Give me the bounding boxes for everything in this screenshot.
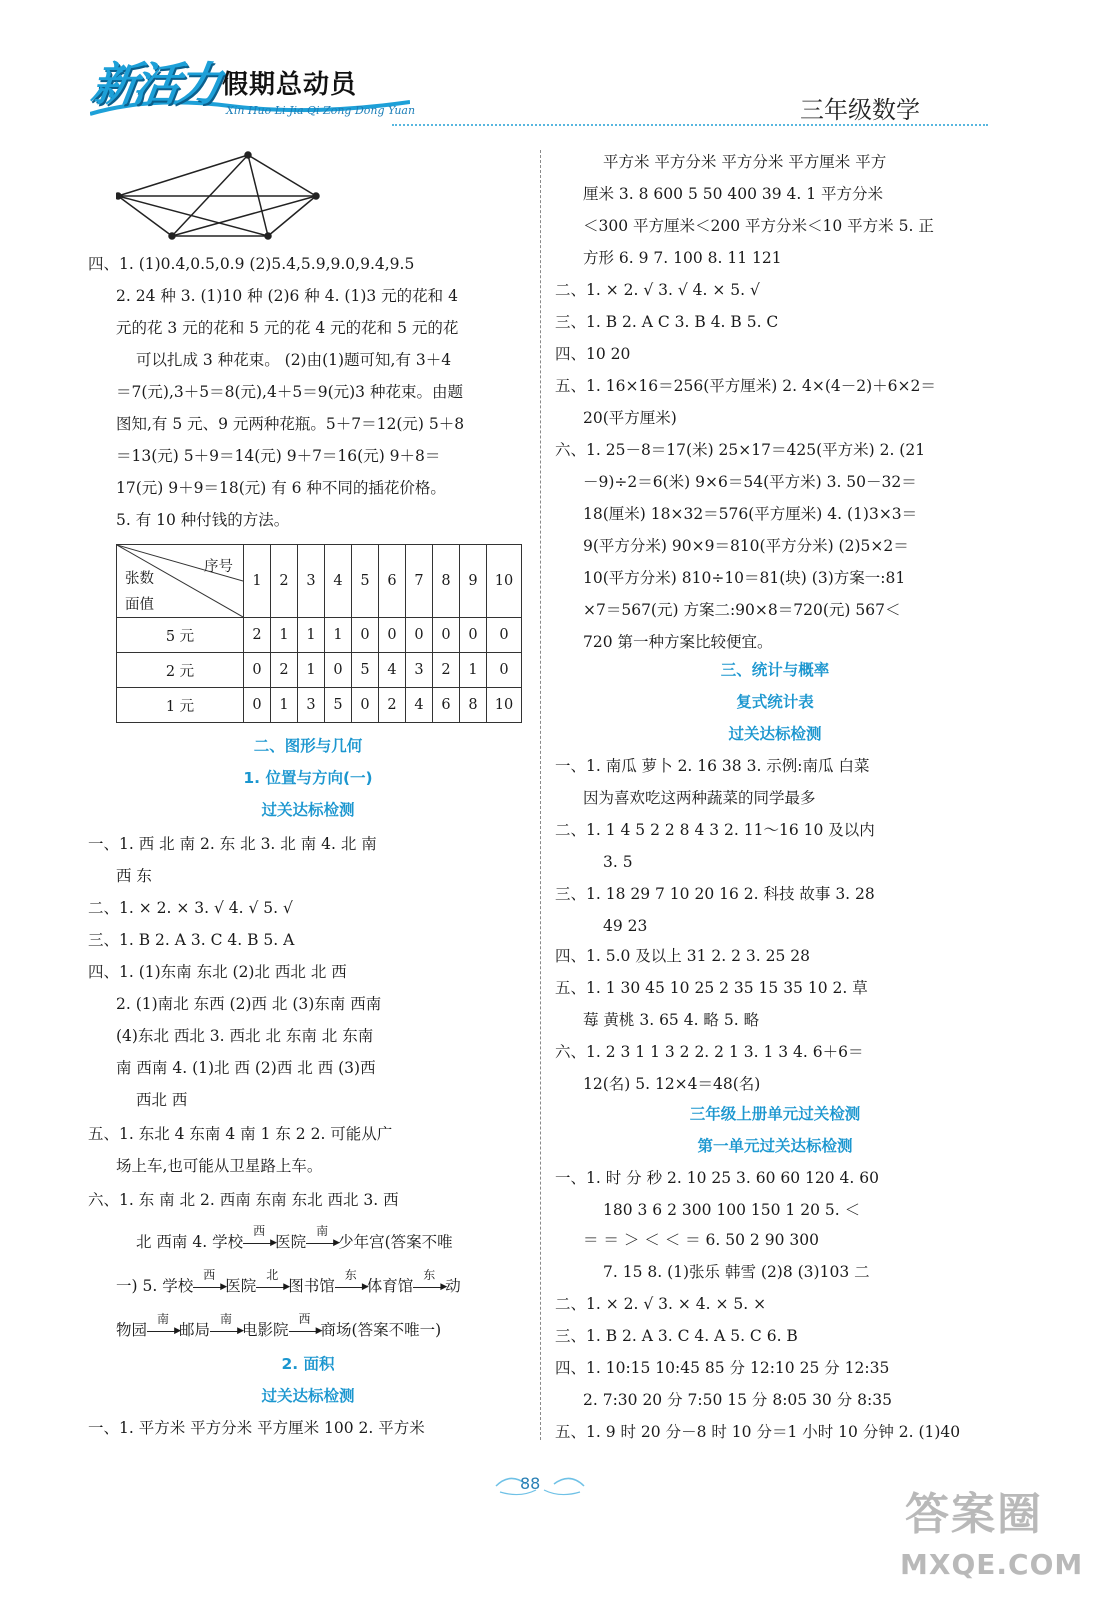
answer-line: 平方米 平方分米 平方分米 平方厘米 平方 xyxy=(603,153,887,171)
answer-line: 三、1. B 2. A 3. C 4. A 5. C 6. B xyxy=(555,1327,798,1345)
answer-line: 720 第一种方案比较便宜。 xyxy=(583,633,773,651)
route-line xyxy=(136,1224,453,1253)
answer-line: 五、1. 1 30 45 10 25 2 35 15 35 10 2. 草 xyxy=(555,979,868,997)
answer-line: 元的花 3 元的花和 5 元的花 4 元的花和 5 元的花 xyxy=(116,319,459,337)
table-cell: 1 xyxy=(298,618,325,653)
subsection-heading: 过关达标检测 xyxy=(261,801,355,819)
brand-title: 假期总动员 xyxy=(222,70,358,100)
route-text: 北 西南 4. 学校 xyxy=(136,1233,244,1251)
arrow-label: 西 xyxy=(298,1312,311,1326)
column-header: 2 xyxy=(271,545,298,618)
answer-line: 2. 7:30 20 分 7:50 15 分 8:05 30 分 8:35 xyxy=(583,1391,892,1409)
answer-line: 2. (1)南北 东西 (2)西 北 (3)东南 西南 xyxy=(116,995,382,1013)
brand-pinyin: Xin Huo Li Jia Qi Zong Dong Yuan xyxy=(226,104,416,117)
arrow-label: 南 xyxy=(220,1312,233,1326)
table-cell: 3 xyxy=(298,688,325,723)
answer-line: 一、1. 西 北 南 2. 东 北 3. 北 南 4. 北 南 xyxy=(88,835,377,853)
direction-arrow: 西 ▶ xyxy=(193,1277,225,1297)
answer-line: 厘米 3. 8 600 5 50 400 39 4. 1 平方分米 xyxy=(583,185,884,203)
route-line xyxy=(116,1268,461,1297)
answer-line: ＜300 平方厘米＜200 平方分米＜10 平方米 5. 正 xyxy=(583,217,934,235)
answer-line: －9)÷2＝6(米) 9×6＝54(平方米) 3. 50－32＝ xyxy=(583,473,917,491)
route-text: 少年宫(答案不唯 xyxy=(338,1233,453,1251)
answer-line: 20(平方厘米) xyxy=(583,409,677,427)
subsection-heading: 过关达标检测 xyxy=(261,1387,355,1405)
table-cell: 3 xyxy=(406,653,433,688)
answer-line: ＝7(元),3＋5＝8(元),4＋5＝9(元)3 种花束。由题 xyxy=(116,383,463,401)
answer-line: 18(厘米) 18×32＝576(平方厘米) 4. (1)3×3＝ xyxy=(583,505,918,523)
arrow-label: 南 xyxy=(157,1312,170,1326)
table-cell: 5 xyxy=(325,688,352,723)
star-diagram xyxy=(116,150,356,242)
column-header: 9 xyxy=(460,545,487,618)
corner-label-denomination: 面值 xyxy=(125,597,154,613)
table-cell: 0 xyxy=(460,618,487,653)
answer-line: 六、1. 东 南 北 2. 西南 东南 东北 西北 3. 西 xyxy=(88,1191,399,1209)
table-cell: 0 xyxy=(433,618,460,653)
table-cell: 0 xyxy=(487,618,522,653)
direction-arrow: 西 ▶ xyxy=(243,1233,275,1253)
table-header-row xyxy=(117,545,522,618)
answer-line: 六、1. 2 3 1 1 3 2 2. 2 1 3. 1 3 4. 6＋6＝ xyxy=(555,1043,864,1061)
route-text: 邮局 xyxy=(179,1321,211,1339)
grade-subject: 三年级数学 xyxy=(800,96,920,124)
watermark-logo: 答案圈 xyxy=(905,1489,1043,1540)
table-cell: 0 xyxy=(379,618,406,653)
table-cell: 10 xyxy=(487,688,522,723)
answer-line: 10(平方分米) 810÷10＝81(块) (3)方案一:81 xyxy=(583,569,906,587)
answer-line: 5. 有 10 种付钱的方法。 xyxy=(116,511,290,529)
column-header: 4 xyxy=(325,545,352,618)
answer-line: 2. 24 种 3. (1)10 种 (2)6 种 4. (1)3 元的花和 4 xyxy=(116,287,458,305)
route-text: 动 xyxy=(445,1277,461,1295)
answer-line: 一、1. 时 分 秒 2. 10 25 3. 60 60 120 4. 60 xyxy=(555,1169,879,1187)
table-cell: 0 xyxy=(352,688,379,723)
page-number: 88 xyxy=(520,1474,541,1493)
table-row xyxy=(117,618,522,653)
subsection-heading: 第一单元过关达标检测 xyxy=(697,1137,853,1155)
arrow-label: 西 xyxy=(253,1224,266,1238)
answer-line: 17(元) 9＋9＝18(元) 有 6 种不同的插花价格。 xyxy=(116,479,446,497)
direction-arrow: 西 ▶ xyxy=(289,1321,321,1341)
table-cell: 1 xyxy=(271,688,298,723)
route-text: 医院 xyxy=(275,1233,307,1251)
corner-label-index: 序号 xyxy=(204,559,233,575)
column-divider xyxy=(540,150,541,1440)
table-cell: 0 xyxy=(406,618,433,653)
subsection-heading: 复式统计表 xyxy=(736,693,814,711)
table-cell: 0 xyxy=(244,653,271,688)
table-cell: 1 xyxy=(271,618,298,653)
column-header: 10 xyxy=(487,545,522,618)
answer-line: 因为喜欢吃这两种蔬菜的同学最多 xyxy=(583,789,816,807)
answer-line: 四、1. 5.0 及以上 31 2. 2 3. 25 28 xyxy=(555,947,810,965)
answer-line: 7. 15 8. (1)张乐 韩雪 (2)8 (3)103 二 xyxy=(603,1263,870,1281)
answer-line: (4)东北 西北 3. 西北 北 东南 北 东南 xyxy=(116,1027,374,1045)
arrow-label: 南 xyxy=(316,1224,329,1238)
route-text: 体育馆 xyxy=(366,1277,414,1295)
section-heading: 三、统计与概率 xyxy=(720,661,830,679)
answer-line: 9(平方分米) 90×9＝810(平方分米) (2)5×2＝ xyxy=(583,537,909,555)
table-cell: 2 xyxy=(271,653,298,688)
table-cell: 4 xyxy=(406,688,433,723)
subsection-heading: 1. 位置与方向(一) xyxy=(243,769,373,787)
answer-line: 四、10 20 xyxy=(555,345,631,363)
answer-line: ×7＝567(元) 方案二:90×8＝720(元) 567＜ xyxy=(583,601,901,619)
answer-line: 可以扎成 3 种花束。 (2)由(1)题可知,有 3＋4 xyxy=(136,351,452,369)
column-header: 3 xyxy=(298,545,325,618)
direction-arrow: 东 ▶ xyxy=(335,1277,367,1297)
direction-arrow: 南 ▶ xyxy=(147,1321,179,1341)
table-cell: 6 xyxy=(433,688,460,723)
table-cell: 8 xyxy=(460,688,487,723)
table-cell: 1 xyxy=(298,653,325,688)
direction-arrow: 南 ▶ xyxy=(210,1321,242,1341)
answer-line: 西 东 xyxy=(116,867,152,885)
answer-line: 四、1. (1)东南 东北 (2)北 西北 北 西 xyxy=(88,963,347,981)
route-text: 电影院 xyxy=(242,1321,289,1339)
answer-line: 莓 黄桃 3. 65 4. 略 5. 略 xyxy=(583,1011,760,1029)
header-dotted-rule xyxy=(392,124,988,126)
answer-line: 一、1. 南瓜 萝卜 2. 16 38 3. 示例:南瓜 白菜 xyxy=(555,757,870,775)
answer-line: 二、1. × 2. √ 3. × 4. × 5. × xyxy=(555,1295,767,1313)
answer-line: 三、1. B 2. A C 3. B 4. B 5. C xyxy=(555,313,779,331)
table-cell: 1 xyxy=(325,618,352,653)
section-heading: 三年级上册单元过关检测 xyxy=(689,1105,861,1123)
table-cell: 5 xyxy=(352,653,379,688)
corner-label-count: 张数 xyxy=(125,571,154,587)
answer-line: 四、1. (1)0.4,0.5,0.9 (2)5.4,5.9,9.0,9.4,9.5 xyxy=(88,255,415,273)
answer-line: 3. 5 xyxy=(603,853,633,871)
answer-line: 南 西南 4. (1)北 西 (2)西 北 西 (3)西 xyxy=(116,1059,376,1077)
route-text: 图书馆 xyxy=(288,1277,335,1295)
answer-line: 四、1. 10:15 10:45 85 分 12:10 25 分 12:35 xyxy=(555,1359,890,1377)
row-label: 2 元 xyxy=(117,653,244,688)
subsection-heading: 2. 面积 xyxy=(281,1355,335,1373)
answer-line: 五、1. 东北 4 东南 4 南 1 东 2 2. 可能从广 xyxy=(88,1125,393,1143)
answer-line: 五、1. 9 时 20 分－8 时 10 分＝1 小时 10 分钟 2. (1)40 xyxy=(555,1423,961,1441)
answer-line: 二、1. × 2. × 3. √ 4. √ 5. √ xyxy=(88,899,293,917)
column-header: 6 xyxy=(379,545,406,618)
table-cell: 2 xyxy=(244,618,271,653)
row-label: 1 元 xyxy=(117,688,244,723)
answer-line: 西北 西 xyxy=(136,1091,188,1109)
answer-line: 一、1. 平方米 平方分米 平方厘米 100 2. 平方米 xyxy=(88,1419,425,1437)
answer-line: 三、1. 18 29 7 10 20 16 2. 科技 故事 3. 28 xyxy=(555,885,875,903)
answer-line: 六、1. 25－8＝17(米) 25×17＝425(平方米) 2. (21 xyxy=(555,441,926,459)
table-cell: 0 xyxy=(325,653,352,688)
answer-line: 方形 6. 9 7. 100 8. 11 121 xyxy=(583,249,782,267)
answer-line: ＝ ＝ ＞ ＜ ＜ ＝ 6. 50 2 90 300 xyxy=(583,1231,819,1249)
logo-mark: 新活力 xyxy=(87,57,222,111)
answer-line: 二、1. 1 4 5 2 2 8 4 3 2. 11～16 10 及以内 xyxy=(555,821,875,839)
table-corner-cell xyxy=(117,545,244,618)
arrow-label: 北 xyxy=(266,1268,279,1282)
table-cell: 2 xyxy=(433,653,460,688)
page-header xyxy=(0,0,1100,140)
answer-line: 180 3 6 2 300 100 150 1 20 5. ＜ xyxy=(603,1201,861,1219)
table-cell: 0 xyxy=(352,618,379,653)
table-row xyxy=(117,688,522,723)
direction-arrow: 南 ▶ xyxy=(306,1233,338,1253)
column-header: 5 xyxy=(352,545,379,618)
table-row xyxy=(117,653,522,688)
watermark-url: MXQE.COM xyxy=(900,1548,1084,1581)
route-text: 物园 xyxy=(116,1321,148,1339)
column-header: 8 xyxy=(433,545,460,618)
route-line xyxy=(116,1312,442,1341)
table-cell: 4 xyxy=(379,653,406,688)
section-heading: 二、图形与几何 xyxy=(253,737,363,755)
table-cell: 2 xyxy=(379,688,406,723)
arrow-label: 东 xyxy=(344,1268,357,1282)
column-header: 1 xyxy=(244,545,271,618)
table-cell: 0 xyxy=(244,688,271,723)
row-label: 5 元 xyxy=(117,618,244,653)
table-cell: 0 xyxy=(487,653,522,688)
table-cell: 1 xyxy=(460,653,487,688)
answer-line: 二、1. × 2. √ 3. √ 4. × 5. √ xyxy=(555,281,760,299)
answer-line: 五、1. 16×16＝256(平方厘米) 2. 4×(4－2)＋6×2＝ xyxy=(555,377,936,395)
payment-methods-table xyxy=(116,544,522,723)
route-text: 一) 5. 学校 xyxy=(116,1277,194,1295)
answer-line: 三、1. B 2. A 3. C 4. B 5. A xyxy=(88,931,295,949)
answer-line: 图知,有 5 元、9 元两种花瓶。5＋7＝12(元) 5＋8 xyxy=(116,415,465,433)
answer-line: ＝13(元) 5＋9＝14(元) 9＋7＝16(元) 9＋8＝ xyxy=(116,447,441,465)
answer-line: 49 23 xyxy=(603,917,648,935)
column-header: 7 xyxy=(406,545,433,618)
arrow-label: 西 xyxy=(203,1268,216,1282)
route-text: 医院 xyxy=(225,1277,257,1295)
answer-line: 12(名) 5. 12×4＝48(名) xyxy=(583,1075,761,1093)
arrow-label: 东 xyxy=(423,1268,436,1282)
direction-arrow: 北 ▶ xyxy=(256,1277,288,1297)
direction-arrow: 东 ▶ xyxy=(413,1277,445,1297)
subsection-heading: 过关达标检测 xyxy=(728,725,822,743)
answer-line: 场上车,也可能从卫星路上车。 xyxy=(116,1157,323,1175)
route-text: 商场(答案不唯一) xyxy=(320,1321,442,1339)
